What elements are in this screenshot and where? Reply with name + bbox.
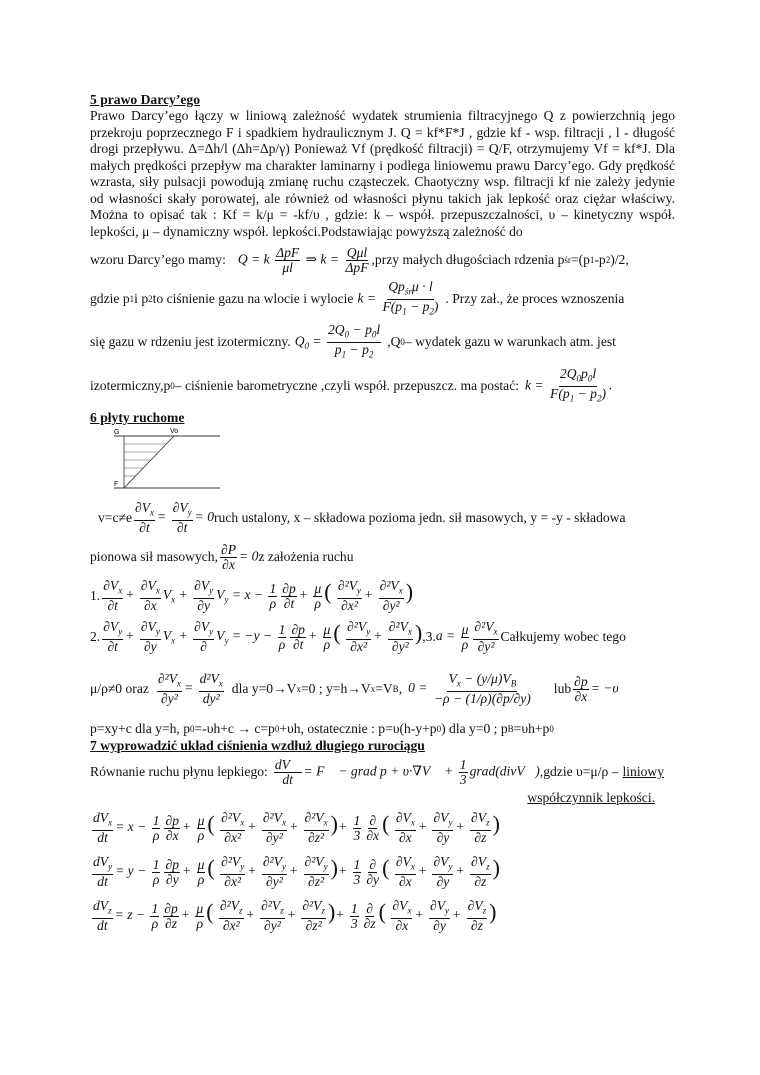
text: liniowy — [622, 764, 665, 779]
text: -p — [594, 252, 606, 267]
figure-label-g: G — [114, 429, 120, 436]
ns-equation-x — [90, 806, 675, 850]
viscous-motion-equation: $\frac{dV⃗}{dt}$ = F⃗ − grad p + υ·∇V⃗ + $\frac{1}{3}$ grad(divV⃗) — [274, 756, 540, 787]
text: , — [398, 681, 403, 696]
ns-y-formula: $\frac{dV_y}{dt}$ = y − $\frac{1}{\rho}$ $\frac{\partial p}{\partial y}$ + $\frac{\mu}{\rho}$ ( $\frac{\partial^2V_y}{\text{∂x²}}$ + $\frac{\partial^2V_y}{\text{∂y²}}$ + $\frac{\partial^2V_y}{\text{∂z²}}$ )+ $\frac{1}{3}$ $\frac{\partial}{\partial y}$ ( $\frac{\partial V_x}{\partial x}$ + $\frac{\partial V_y}{\partial y}$ + $\frac{\partial V_z}{\partial z}$ ) — [93, 854, 500, 889]
section-5-line-4 — [90, 364, 675, 408]
text: v=c≠e — [98, 510, 132, 525]
dp-dx-zero: $\frac{\partial P}{\partial x}$ = 0 — [221, 541, 259, 572]
sub: 1 — [589, 255, 595, 265]
text: 1. — [90, 588, 101, 603]
moving-plates-figure — [112, 426, 222, 498]
sub: 2 — [605, 255, 611, 265]
text: )/2, — [610, 252, 629, 267]
sub: x — [370, 684, 376, 694]
sub: B — [392, 684, 399, 694]
navier-stokes-y: $\frac{\partial V_y}{\partial t}$ + $\frac{\partial V_y}{\partial y}$ $V_x$ + $\frac{\partial V_y}{\partial}$ $V_y = -y$ − $\frac{1}{\rho}$ $\frac{\partial p}{\partial t}$ + $\frac{\mu}{\rho}$ ( $\frac{\partial^2V_y}{\text{∂x²}}$ + $\frac{\partial^2V_x}{\text{∂y²}}$ ) — [103, 619, 423, 654]
section-6-line-1 — [98, 498, 675, 538]
section-5-line-2 — [90, 278, 675, 320]
section-6-title: 6 płyty ruchome — [90, 410, 185, 425]
page — [90, 92, 675, 938]
text: wzoru Darcy’ego mamy: — [90, 252, 226, 267]
sub: 0 — [170, 381, 175, 391]
text: ,przy małych długościach rdzenia p — [371, 252, 565, 267]
text: . Przy zał., że proces wznoszenia — [445, 291, 625, 306]
text: ) dla y=0 ; p — [441, 721, 508, 736]
text: pionowa sił masowych, — [90, 549, 218, 564]
text: μ/ρ≠0 oraz — [90, 681, 149, 696]
darcy-formula: Q = k $\frac{\text{ΔpF}}{\mu l}$ ⇒ k = $\frac{\text{Qμl}}{\text{ΔpF}}$ — [237, 244, 369, 275]
text: z założenia ruchu — [258, 549, 354, 564]
ns-x-formula: $\frac{dV_x}{dt}$ = x − $\frac{1}{\rho}$ $\frac{\partial p}{\partial x}$ + $\frac{\mu}{\rho}$ ( $\frac{\partial^2V_x}{\text{∂x²}}$ + $\frac{\partial^2V_x}{\text{∂y²}}$ + $\frac{\partial^2V_x}{\text{∂z²}}$ )+ $\frac{1}{3}$ $\frac{\partial}{\partial x}$ ( $\frac{\partial V_x}{\partial x}$ + $\frac{\partial V_y}{\partial y}$ + $\frac{\partial V_z}{\partial z}$ ) — [93, 810, 500, 845]
text: ruch ustalony, x – składowa pozioma jedn. sił masowych, y = -y - składowa — [214, 510, 626, 525]
navier-stokes-x: $\frac{\partial V_x}{\partial t}$ + $\frac{\partial V_x}{\partial x}$ $V_x$ + $\frac{\partial V_y}{\partial y}$ $V_y = x$ − $\frac{1}{\rho}$ $\frac{\partial p}{\partial t}$ + $\frac{\mu}{\rho}$ ( $\frac{\partial^2V_y}{\text{∂x²}}$ + $\frac{\partial^2V_x}{\text{∂y²}}$ ) — [103, 578, 414, 613]
sub: 0 — [436, 724, 442, 734]
text: =υh+p — [513, 721, 550, 736]
dp-dx-formula: $\frac{\partial p}{\partial x}$ = −υ — [574, 673, 619, 704]
text: 2. — [90, 629, 101, 644]
sub: 1 — [129, 294, 135, 304]
sub: 0 — [400, 337, 405, 347]
text: izotermiczny,p — [90, 378, 171, 393]
text: ,gdzie υ=μ/ρ – — [539, 764, 619, 779]
text: lub — [553, 681, 572, 696]
text: =V — [375, 681, 393, 696]
section-7-title: 7 wyprowadzić układ ciśnienia wzdłuż długiego rurociągu — [90, 738, 425, 753]
equation-2-3 — [90, 616, 675, 658]
velocity-arrows — [124, 444, 166, 476]
section-6-line-4 — [90, 658, 675, 720]
steady-flow-formula: $\frac{\partial V_x}{\partial t}$ = $\frac{\partial V_y}{\partial t}$ = 0 — [135, 500, 215, 535]
section-5-line-1 — [90, 242, 675, 278]
section-5-title: 5 prawo Darcy’ego — [90, 92, 200, 107]
text: współczynnik lepkości. — [527, 790, 655, 805]
ns-equation-z — [90, 894, 675, 938]
text: gdzie p — [90, 291, 130, 306]
section-5-paragraph: Prawo Darcy’ego łączy w liniową zależność wydatek strumienia filtracyjnego Q z powierzchnią jego przekroju poprzecznego F i spadkiem hydraulicznym J. Q = kf*F*J , gdzie kf - wsp. filtracji , l - długość drogi przepływu. Δ=Δh/l (Δh=Δp/γ) Ponieważ Vf (prędkość filtracji) = Q/F, otrzymujemy Vf = kf*J. Dla małych prędkości przepływ ma charakter laminarny i podlega liniowemu prawu Darcy’ego. Gdy prędkość wzrasta, siły pulsacji powodują zmianę ruchu cząsteczek. Chaotyczny wsp. filtracji kf nie zależy jedynie od własności skały porowatej, ale również od własności płynu takich jak lepkość oraz ciężar właściwy. Można to opisać tak : Kf = k/μ = -kf/υ , gdzie: k – współ. przepuszczalności, υ – kinetyczny współ. lepkości, μ – dynamiczny współ. lepkości.Podstawiając powyższą zależność do — [90, 108, 675, 239]
text: i p — [134, 291, 149, 306]
section-5-line-3 — [90, 320, 675, 364]
text: +υh, ostatecznie : p=υ(h-y+p — [279, 721, 437, 736]
section-7-line-2 — [90, 790, 655, 806]
text: ,Q — [387, 334, 401, 349]
sub: śr — [564, 255, 571, 265]
text: ,3. — [422, 629, 436, 644]
text: Całkujemy wobec tego — [500, 629, 626, 644]
text: się gazu w rdzeniu jest izotermiczny. — [90, 334, 291, 349]
sub: 2 — [148, 294, 153, 304]
text: =(p — [570, 252, 590, 267]
text: dla y=0→V — [231, 681, 297, 696]
permeability-formula: k = $\frac{Qp_{śr}\mu \cdot l}{F(p_1 - p_2)}$ — [357, 278, 439, 317]
sub: B — [507, 724, 514, 734]
sub: 0 — [274, 724, 280, 734]
section-7-line-1 — [90, 754, 675, 790]
equation-1 — [90, 576, 675, 616]
sub: 0 — [549, 724, 554, 734]
figure-label-f: F — [114, 481, 119, 488]
text: – ciśnienie barometryczne ,czyli współ. przepuszcz. ma postać: — [174, 378, 520, 393]
text: – wydatek gazu w warunkach atm. jest — [404, 334, 616, 349]
text: =-υh+c → c=p — [194, 721, 275, 736]
section-6-line-5 — [90, 720, 675, 738]
sub: x — [296, 684, 301, 694]
equation-3: a = $\frac{\mu}{\rho}$ $\frac{\partial^2V_x}{\text{∂y²}}$ — [435, 619, 498, 654]
figure-label-v: Vo — [170, 428, 179, 435]
text: to ciśnienie gazu na wlocie i wylocie — [152, 291, 354, 306]
second-derivative-equality: $\frac{\partial^2V_x}{\text{∂y²}}$ = $\frac{d^2V_x}{\text{dy²}}$ — [157, 671, 223, 706]
final-k-formula: k = $\frac{2Q_0p_0l}{F(p_1 - p_2)}$ . — [525, 365, 613, 404]
section-6-line-2 — [90, 538, 675, 576]
q0-formula: $Q_0$ = $\frac{2Q_0 - p_0l}{p_1 - p_2}$ — [294, 321, 381, 360]
boundary-formula: 0 = $\frac{V_x - (y/\mu)V_B}{-\rho - (1/\rho)(\partial p/\partial y)}$ — [408, 671, 531, 706]
ns-z-formula: $\frac{dV_z}{dt}$ = z − $\frac{1}{\rho}$ $\frac{\partial p}{\partial z}$ + $\frac{\mu}{\rho}$ ( $\frac{\partial^2V_z}{\text{∂x²}}$ + $\frac{\partial^2V_z}{\text{∂y²}}$ + $\frac{\partial^2V_z}{\text{∂z²}}$ )+ $\frac{1}{3}$ $\frac{\partial}{\partial z}$ ( $\frac{\partial V_x}{\partial x}$ + $\frac{\partial V_y}{\partial y}$ + $\frac{\partial V_z}{\partial z}$ ) — [93, 898, 497, 933]
text: Równanie ruchu płynu lepkiego: — [90, 764, 268, 779]
text: =0 ; y=h→V — [300, 681, 371, 696]
text: p=xy+c dla y=h, p — [90, 721, 191, 736]
sub: 0 — [190, 724, 195, 734]
ns-equation-y — [90, 850, 675, 894]
